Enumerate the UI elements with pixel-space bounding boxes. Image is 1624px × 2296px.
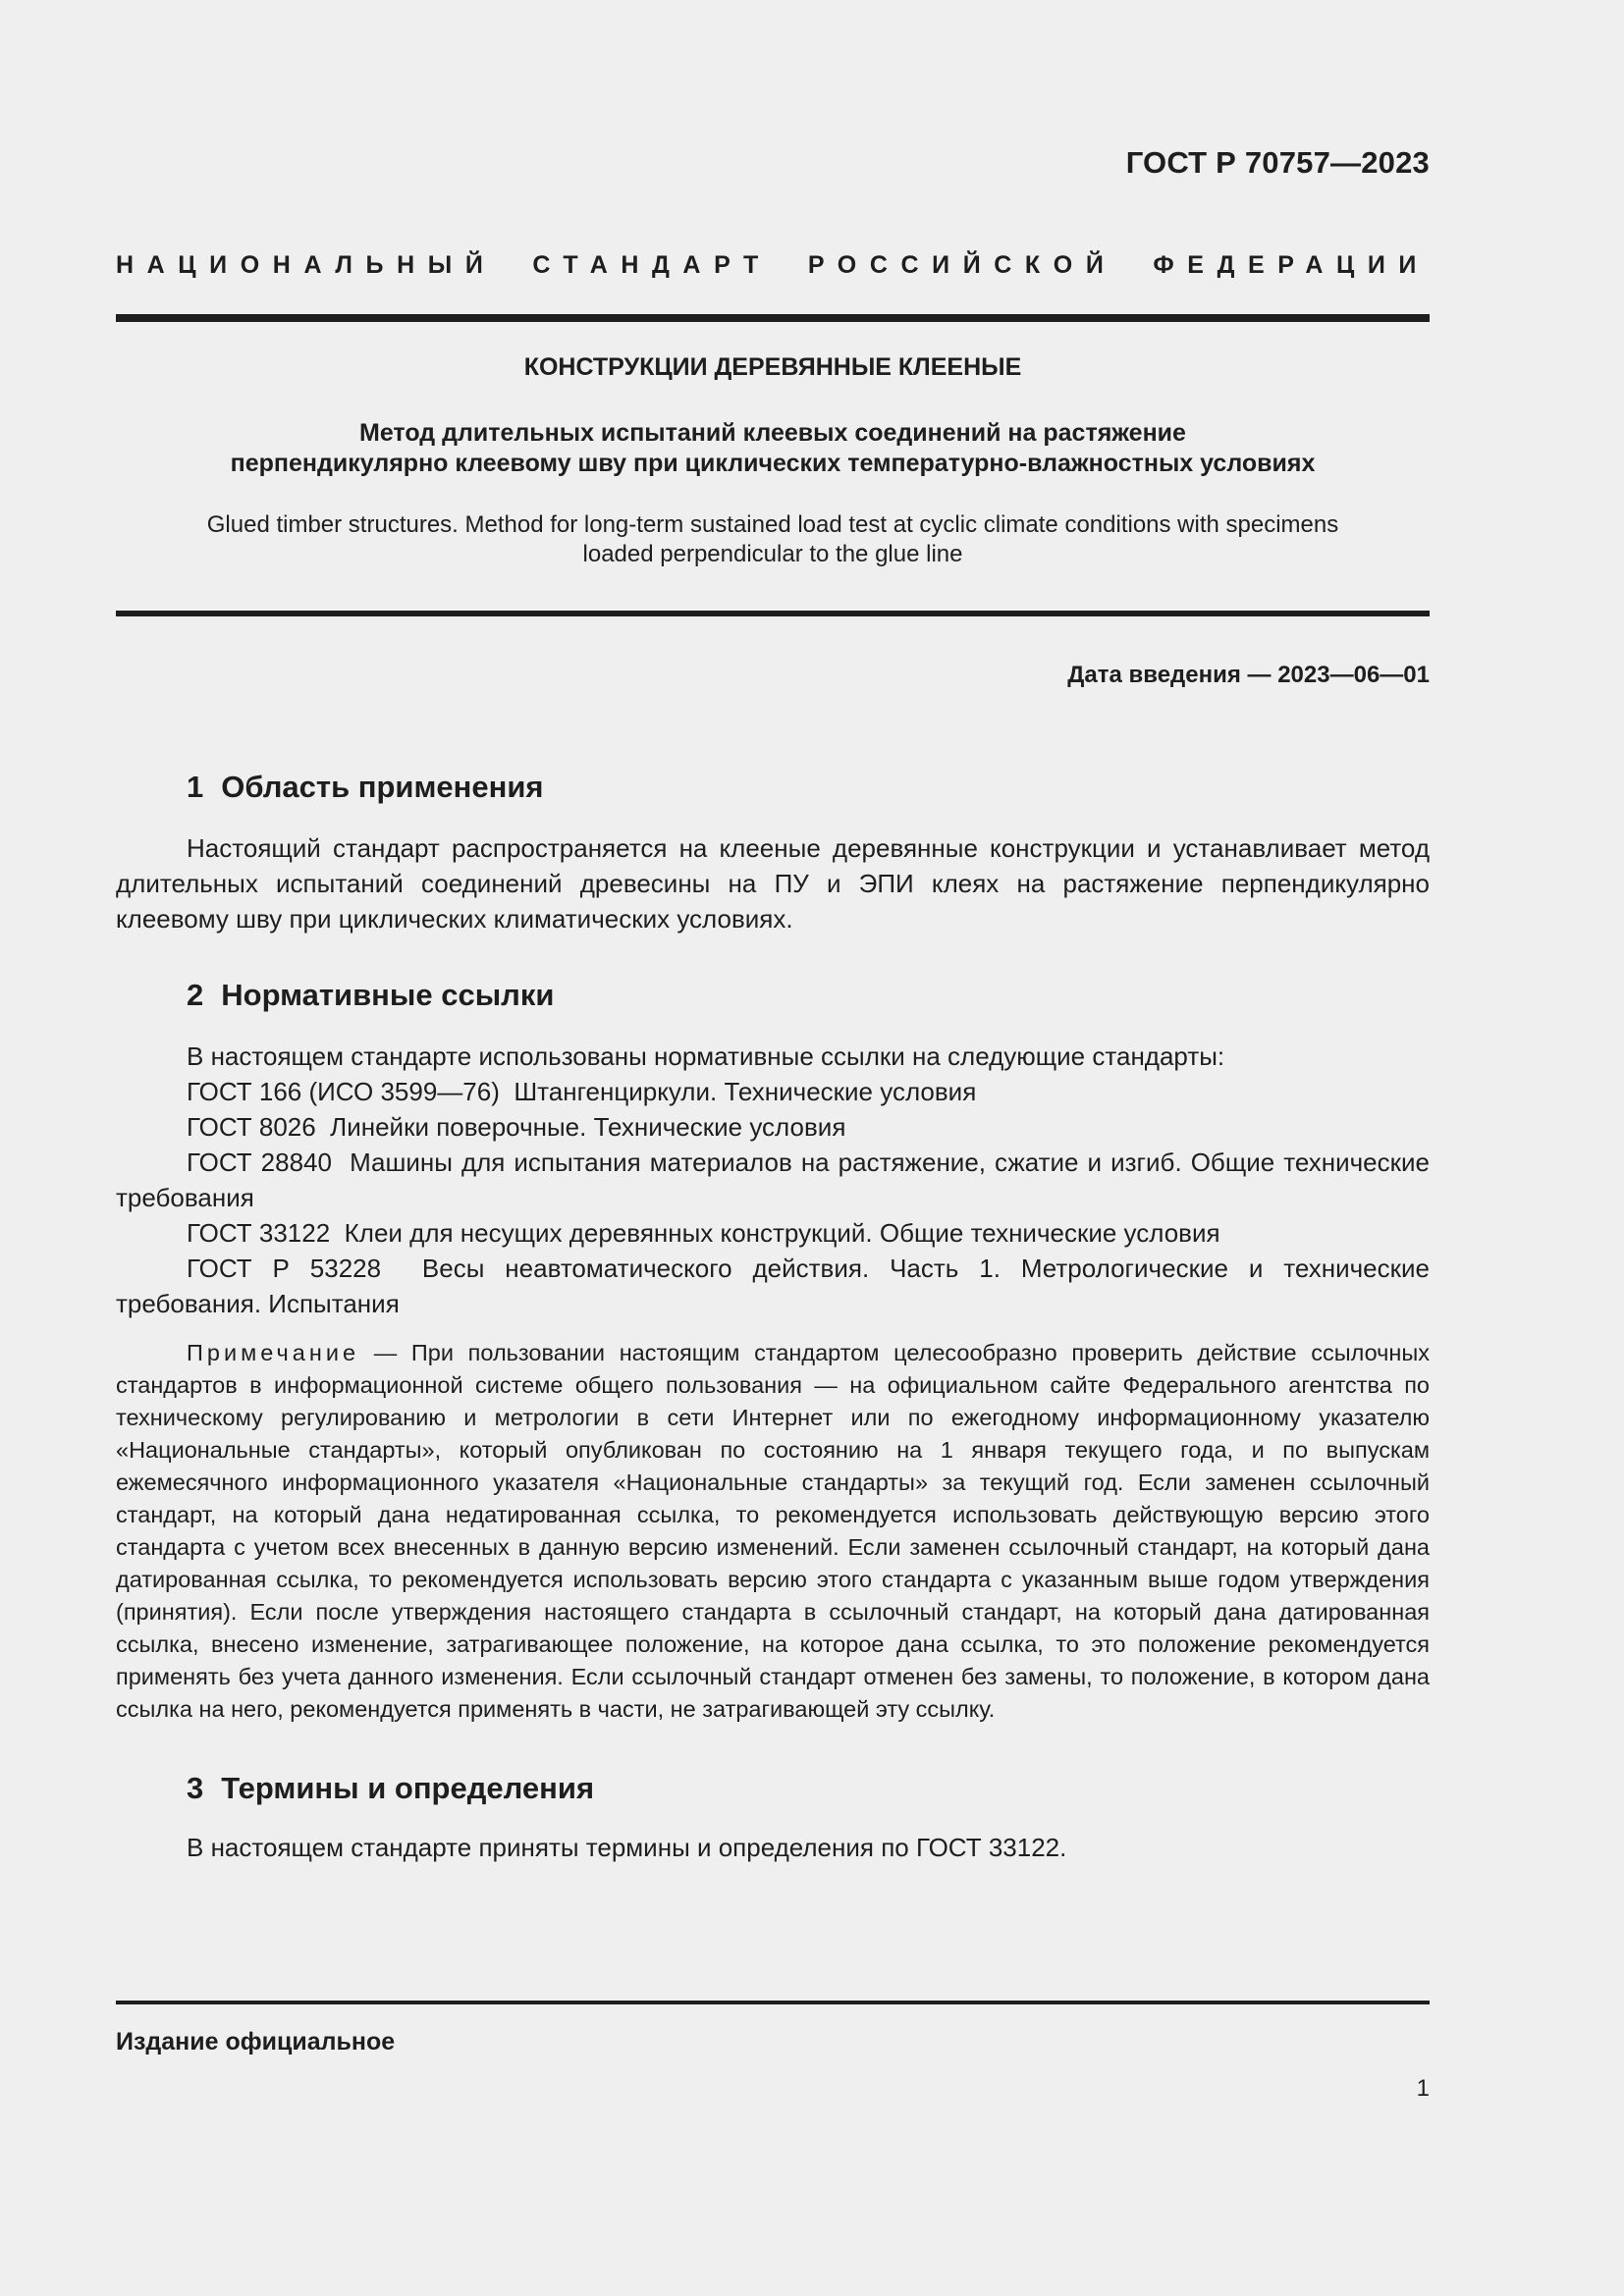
reference-text: Весы неавтоматического действия. Часть 1. Метрологические и технические требования. Испытания <box>116 1254 1430 1318</box>
gost-code: ГОСТ Р 70757—2023 <box>1125 145 1430 180</box>
subtitle-line-1: Метод длительных испытаний клеевых соединений на растяжение <box>359 419 1186 447</box>
reference-item <box>116 1215 1430 1251</box>
section-3-text: В настоящем стандарте приняты термины и определения по ГОСТ 33122. <box>187 1833 1067 1862</box>
note-label: Примечание <box>187 1340 360 1365</box>
reference-item <box>116 1145 1430 1215</box>
reference-code: ГОСТ 28840 <box>187 1148 332 1177</box>
section-title: Термины и определения <box>221 1771 595 1805</box>
section-1-heading <box>187 770 544 805</box>
section-number: 1 <box>187 770 204 804</box>
section-1-text: Настоящий стандарт распространяется на клееные деревянные конструкции и устанавливает метод длительных испытаний соединений древесины на ПУ и ЭПИ клеях на растяжение перпендикулярно клеевому шву при циклических климатических условиях. <box>116 833 1430 934</box>
section-2-heading <box>187 978 554 1013</box>
reference-text: Линейки поверочные. Технические условия <box>330 1112 846 1142</box>
subtitle-line-2: перпендикулярно клеевому шву при циклических температурно-влажностных условиях <box>230 450 1316 477</box>
document-title: КОНСТРУКЦИИ ДЕРЕВЯННЫЕ КЛЕЕНЫЕ <box>523 353 1022 381</box>
english-title-line-2: loaded perpendicular to the glue line <box>582 541 963 567</box>
footer-divider <box>116 2001 1430 2004</box>
introduction-date: Дата введения — 2023—06—01 <box>1067 662 1430 688</box>
references-note <box>116 1337 1430 1726</box>
title-divider <box>116 611 1430 616</box>
reference-code: ГОСТ 33122 <box>187 1218 331 1248</box>
reference-text: Машины для испытания материалов на растяжение, сжатие и изгиб. Общие технические требования <box>116 1148 1430 1212</box>
reference-item <box>116 1109 1430 1145</box>
reference-code: ГОСТ 166 (ИСО 3599—76) <box>187 1077 500 1106</box>
top-divider <box>116 314 1430 322</box>
section-number: 3 <box>187 1771 204 1805</box>
section-title: Нормативные ссылки <box>221 978 555 1012</box>
reference-item <box>116 1251 1430 1321</box>
english-title <box>116 510 1430 569</box>
section-3-heading <box>187 1771 594 1806</box>
reference-text: Клеи для несущих деревянных конструкций. Общие технические условия <box>344 1218 1220 1248</box>
reference-item <box>116 1074 1430 1109</box>
national-standard-heading: НАЦИОНАЛЬНЫЙ СТАНДАРТ РОССИЙСКОЙ ФЕДЕРАЦИИ <box>116 251 1430 279</box>
section-number: 2 <box>187 978 204 1012</box>
references-intro: В настоящем стандарте использованы нормативные ссылки на следующие стандарты: <box>187 1041 1225 1071</box>
reference-text: Штангенциркули. Технические условия <box>514 1077 977 1106</box>
official-edition-label: Издание официальное <box>116 2028 396 2056</box>
reference-code: ГОСТ 8026 <box>187 1112 316 1142</box>
note-text: — При пользовании настоящим стандартом целесообразно проверить действие ссылочных стандартов в информационной системе общего пользования — на официальном сайте Федерального агентства по техническому регулированию и метрологии в сети Интернет или по ежегодному информационному указателю «Национальные стандарты», который опубликован по состоянию на 1 января текущего года, и по выпускам ежемесячного информационного указателя «Национальные стандарты» за текущий год. Если заменен ссылочный стандарт, на который дана недатированная ссылка, то рекомендуется использовать действующую версию этого стандарта с учетом всех внесенных в данную версию изменений. Если заменен ссылочный стандарт, на который дана датированная ссылка, то рекомендуется использовать версию этого стандарта с указанным выше годом утверждения (принятия). Если после утверждения настоящего стандарта в ссылочный стандарт, на который дана датированная ссылка, внесено изменение, затрагивающее положение, на которое дана ссылка, то это положение рекомендуется применять без учета данного изменения. Если ссылочный стандарт отменен без замены, то положение, в котором дана ссылка на него, рекомендуется применять в части, не затрагивающей эту ссылку. <box>116 1340 1430 1722</box>
page-number: 1 <box>1416 2075 1430 2102</box>
english-title-line-1: Glued timber structures. Method for long-term sustained load test at cyclic climate conditions with specimens <box>206 511 1339 538</box>
reference-code: ГОСТ Р 53228 <box>187 1254 382 1283</box>
document-subtitle <box>116 418 1430 479</box>
section-title: Область применения <box>221 770 544 804</box>
